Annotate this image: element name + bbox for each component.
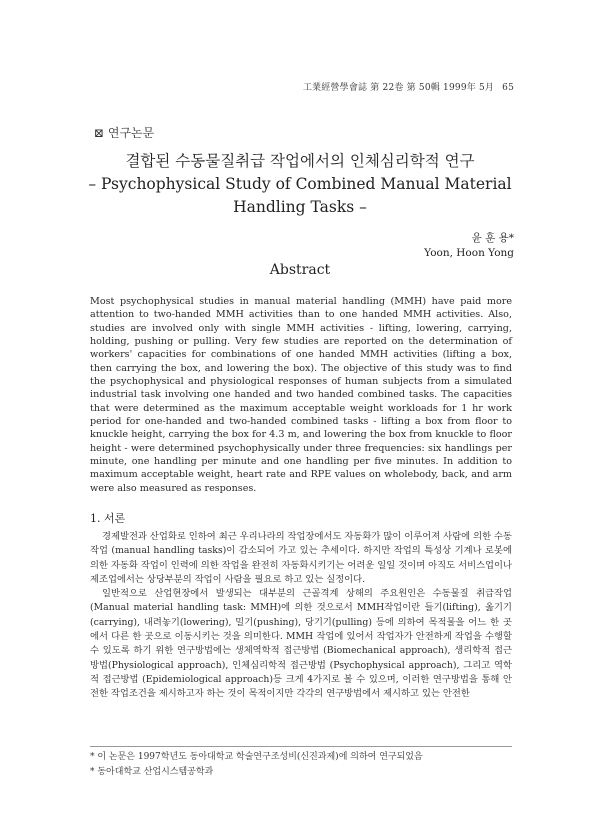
introduction-body (90, 530, 512, 702)
footnote-divider (90, 746, 512, 747)
page-number: 65 (502, 83, 514, 93)
paragraph: 일반적으로 산업현장에서 발생되는 대부분의 근골격계 상해의 주요원인은 수동물질 취급작업 (Manual material handling task: MMH)에 의한 것으로서 MMH작업이란 들기(lifting), 옮기기(carrying), 내려놓기(lowering), 밀기(pushing), 당기기(pulling) 등에 의하여 목적물을 어느 한 곳에서 다른 한 곳으로 이동시키는 것을 의미한다. MMH 작업에 있어서 작업자가 안전하게 작업을 수행할 수 있도록 하기 위한 연구방법에는 생체역학적 접근방법 (Biomechanical approach), 생리학적 접근방법(Physiological approach), 인체심리학적 접근방법 (Psychophysical approach), 그리고 역학적 접근방법 (Epidemiological approach)등 크게 4가지로 볼 수 있으며, 이러한 연구방법을 통해 안전한 작업조건을 제시하고자 하는 것이 목적이지만 각각의 연구방법에서 제시하고 있는 안전한 (90, 588, 512, 700)
title-block (80, 150, 520, 219)
author-english: Yoon, Hoon Yong (424, 247, 514, 259)
journal-info: 工業經營學會誌 第 22卷 第 50輯 1999年 5月 (302, 83, 495, 93)
author-korean: 윤 훈 용* (471, 232, 514, 244)
running-header (303, 80, 514, 93)
section-tag: ⊠ 연구논문 (94, 126, 155, 140)
footnotes (90, 750, 512, 780)
abstract-text: Most psychophysical studies in manual material handling (MMH) have paid more attention to two-handed MMH activities than to one handed MMH activities. Also, studies are involved only with single MMH activities - lifting, lowering, carrying, holding, pushing or pulling. Very few studies are reported on the determination of workers' capacities for combinations of one handed MMH activities (lifting a box, then carrying the box, and lowering the box). The objective of this study was to find the psychophysical and physiological responses of human subjects from a simulated industrial task involving one handed and two handed combined tasks. The capacities that were determined as the maximum acceptable weight workloads for 1 hr work period for one-handed and two-handed combined tasks - lifting a box from floor to knuckle height, carrying the box for 4.3 m, and lowering the box from knuckle to floor height - were determined psychophysically under three frequencies: six handlings per minute, one handling per minute and one handling per five minutes. In addition to maximum acceptable weight, heart rate and RPE values on wholebody, back, and arm were also measured as responses. (90, 296, 512, 494)
section-heading-introduction: 1. 서론 (90, 512, 126, 525)
title-english: – Psychophysical Study of Combined Manual Material Handling Tasks – (88, 175, 512, 216)
footnote-affiliation: * 동아대학교 산업시스템공학과 (90, 767, 214, 777)
footnote-funding: * 이 논문은 1997학년도 동아대학교 학술연구조성비(신진과제)에 의하여 연구되었음 (90, 752, 423, 762)
title-korean: 결합된 수동물질취급 작업에서의 인체심리학적 연구 (125, 152, 475, 170)
paragraph: 경제발전과 산업화로 인하여 최근 우리나라의 작업장에서도 자동화가 많이 이루어져 사람에 의한 수동작업 (manual handling tasks)이 감소되어 가고 있는 추세이다. 하지만 작업의 특성상 기계나 로봇에 의한 자동화 작업이 인력에 의한 작업을 완전히 자동화시키기는 어려운 일일 것이며 아직도 서비스업이나 제조업에서는 상당부분의 작업이 사람을 필요로 하고 있는 실정이다. (90, 531, 512, 585)
abstract-heading: Abstract (269, 262, 331, 278)
